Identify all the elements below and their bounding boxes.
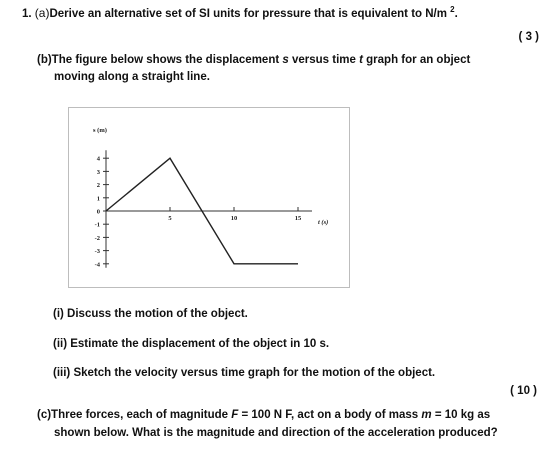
part-c-line-2: shown below. What is the magnitude and direction of the acceleration produced? [54, 427, 498, 439]
question-1a [22, 6, 458, 21]
part-a-text: Derive an alternative set of SI units for pressure that is equivalent to N/m [49, 8, 447, 20]
part-b-text-3: graph for an object [362, 54, 471, 66]
var-s: s [282, 54, 289, 66]
part-c-text-2: = 100 N F, act on a body of mass [238, 409, 422, 421]
x-axis-label: t (s) [318, 219, 329, 226]
part-c-text-3: = 10 kg as [431, 409, 491, 421]
chart-svg [69, 108, 349, 287]
part-c-text-1: (c)Three forces, each of magnitude [37, 409, 232, 421]
y-tick-label: 3 [96, 168, 100, 176]
y-tick-label: -4 [94, 261, 100, 269]
marks-part-b: ( 10 ) [510, 385, 537, 397]
question-number: 1. [22, 8, 32, 20]
x-tick-label: 5 [168, 215, 172, 222]
part-b-text-1: (b)The figure below shows the displacement [37, 54, 283, 66]
question-iii: (iii) Sketch the velocity versus time graph for the motion of the object. [53, 367, 436, 379]
y-axis-label: s (m) [93, 127, 107, 135]
y-tick-label: 0 [96, 208, 100, 216]
part-b-line-1 [37, 53, 470, 67]
var-F: F [231, 409, 239, 421]
part-b-line-2: moving along a straight line. [54, 71, 210, 83]
question-ii: (ii) Estimate the displacement of the object in 10 s. [53, 338, 330, 350]
part-b-text-2: versus time [288, 54, 360, 66]
part-c-line-1 [37, 408, 490, 422]
y-tick-label: 4 [96, 155, 100, 163]
question-i: (i) Discuss the motion of the object. [53, 308, 248, 320]
y-tick-label: -1 [94, 221, 100, 229]
y-tick-label: -2 [94, 234, 100, 242]
var-m: m [421, 409, 432, 421]
part-a-period: . [454, 8, 458, 20]
unit-exponent: 2 [450, 5, 455, 15]
x-tick-label: 15 [294, 215, 302, 222]
displacement-time-graph [68, 107, 350, 288]
var-t: t [359, 54, 363, 66]
y-tick-label: 1 [96, 195, 100, 203]
x-tick-label: 10 [230, 215, 238, 222]
y-tick-label: 2 [96, 182, 100, 190]
marks-part-a: ( 3 ) [518, 31, 539, 43]
y-tick-label: -3 [94, 248, 100, 256]
part-a-prefix: (a) [34, 6, 50, 20]
